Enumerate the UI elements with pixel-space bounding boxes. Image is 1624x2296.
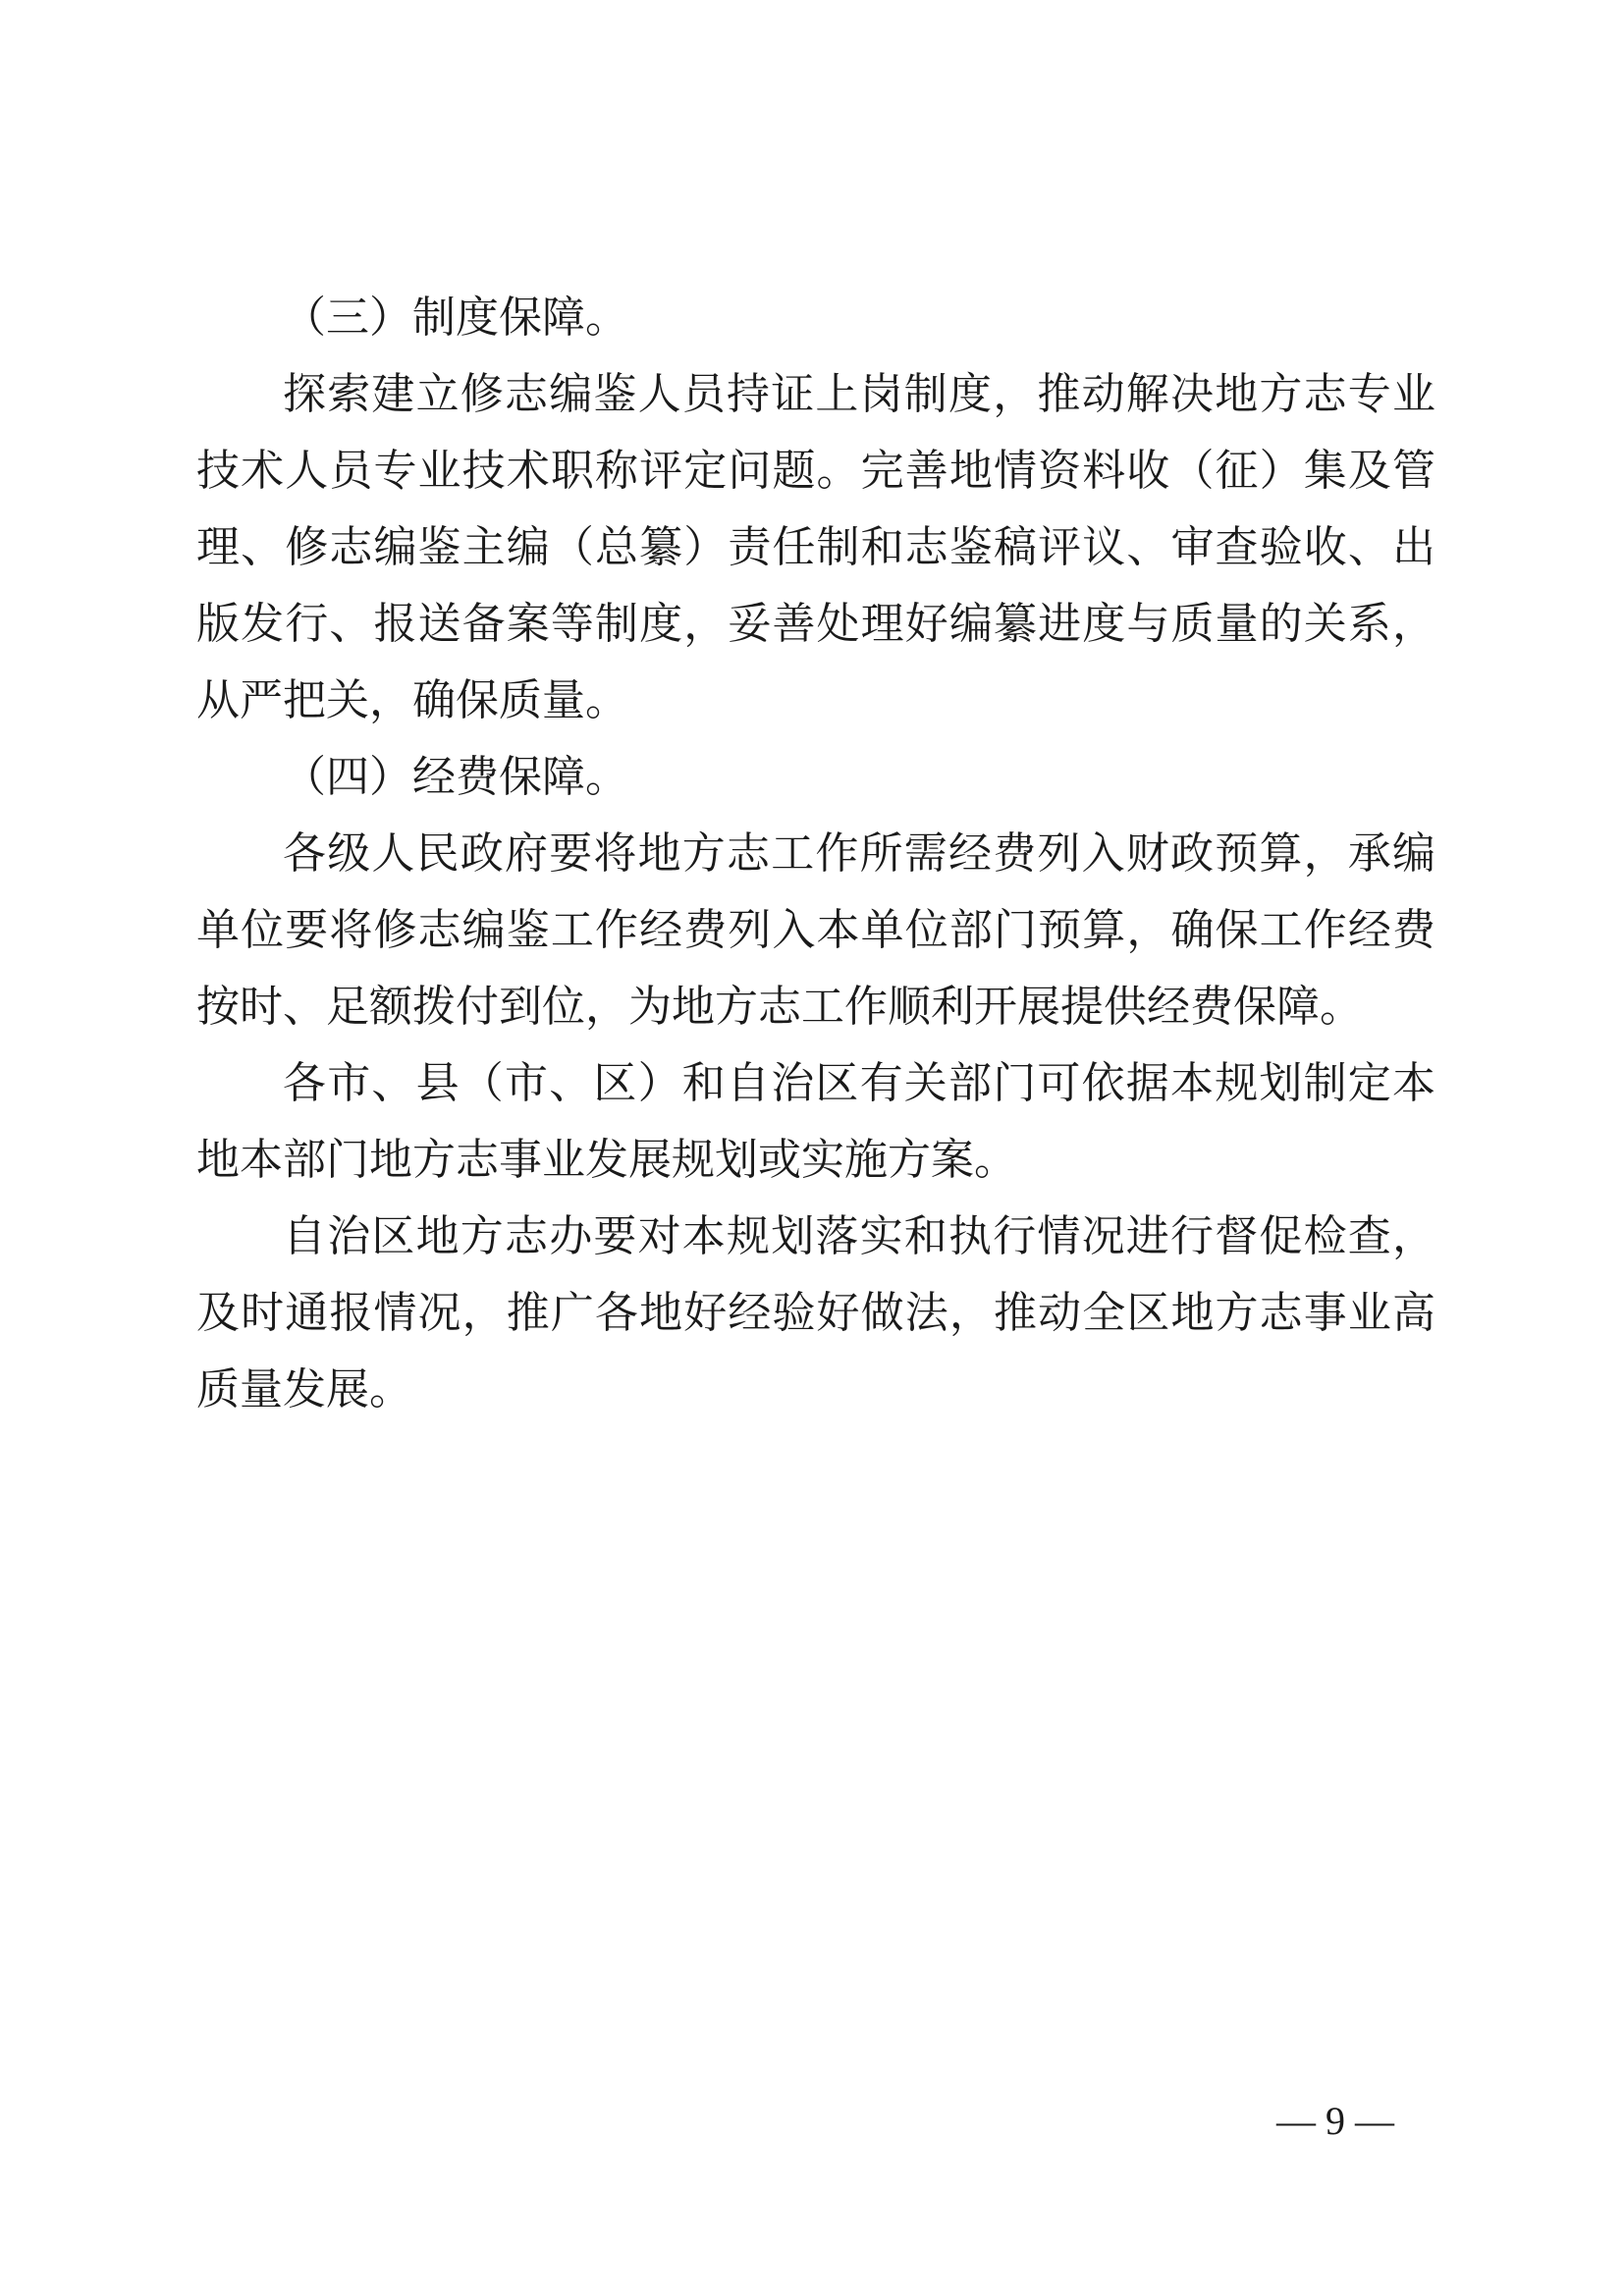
paragraph-line: 各市、县（市、区）和自治区有关部门可依据本规划制定本	[283, 1058, 1435, 1108]
paragraph-line: 技术人员专业技术职称评定问题。完善地情资料收（征）集及管	[196, 446, 1435, 496]
paragraph-line: 理、修志编鉴主编（总纂）责任制和志鉴稿评议、审查验收、出	[196, 522, 1435, 572]
section-heading: （四）经费保障。	[283, 752, 628, 802]
section-heading: （三）制度保障。	[283, 293, 628, 343]
paragraph-line: 探索建立修志编鉴人员持证上岗制度，推动解决地方志专业	[283, 369, 1435, 419]
paragraph-line: 及时通报情况，推广各地好经验好做法，推动全区地方志事业高	[196, 1288, 1435, 1338]
paragraph-line: 单位要将修志编鉴工作经费列入本单位部门预算，确保工作经费	[196, 905, 1435, 955]
page-number: — 9 —	[1276, 2099, 1394, 2143]
paragraph-line: 自治区地方志办要对本规划落实和执行情况进行督促检查，	[283, 1211, 1435, 1261]
document-body	[196, 280, 1435, 1428]
paragraph-line: 从严把关，确保质量。	[196, 675, 628, 725]
paragraph-line: 版发行、报送备案等制度，妥善处理好编纂进度与质量的关系，	[196, 599, 1435, 649]
paragraph-line: 地本部门地方志事业发展规划或实施方案。	[196, 1135, 1017, 1185]
paragraph-line: 各级人民政府要将地方志工作所需经费列入财政预算，承编	[283, 828, 1435, 879]
paragraph-line: 质量发展。	[196, 1364, 412, 1415]
paragraph-line: 按时、足额拨付到位，为地方志工作顺利开展提供经费保障。	[196, 982, 1363, 1032]
